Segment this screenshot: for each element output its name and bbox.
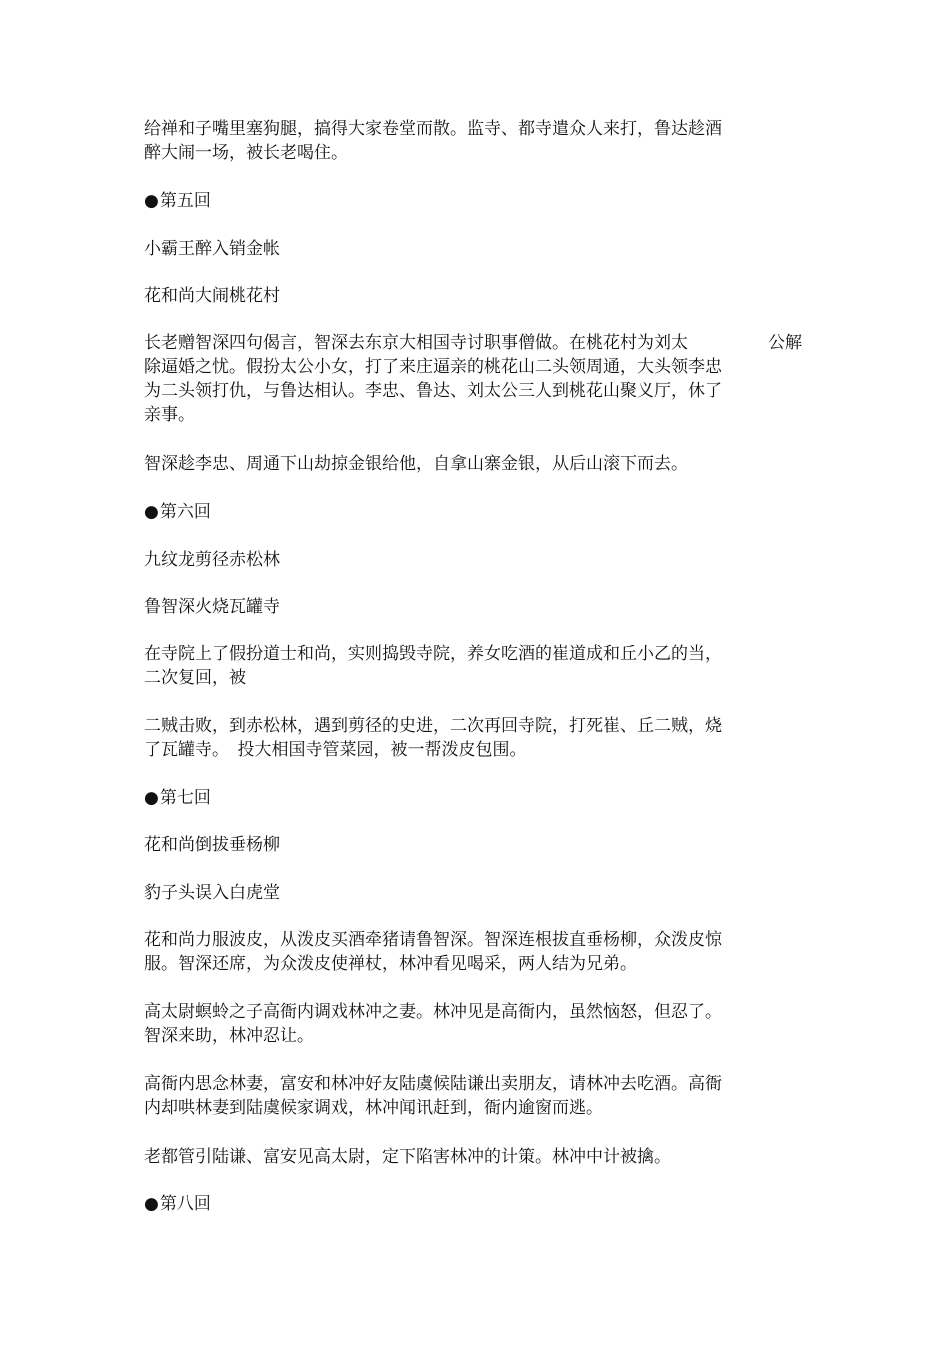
paragraph-2	[144, 331, 756, 427]
text-line: 鲁智深火烧瓦罐寺	[144, 597, 280, 617]
chapter-title: 第五回	[159, 191, 211, 211]
chapter-title: 第八回	[159, 1194, 211, 1214]
chapter-subtitle	[144, 237, 756, 261]
text-line: 花和尚大闹桃花村	[144, 286, 280, 306]
chapter-title: 第六回	[159, 502, 211, 522]
paragraph-3	[144, 452, 756, 476]
bullet-icon: ●	[144, 502, 159, 522]
text-line: 老都管引陆谦、富安见高太尉，定下陷害林冲的计策。林冲中计被擒。	[144, 1147, 671, 1167]
text-line: 长老赠智深四句偈言，智深去东京大相国寺讨职事僧做。在桃花村为刘太	[144, 333, 688, 353]
chapter-subtitle	[144, 284, 756, 308]
text-line: 醉大闹一场，被长老喝住。	[144, 143, 348, 163]
text-line: 除逼婚之忧。假扮太公小女，打了来庄逼亲的桃花山二头领周通，大头领李忠	[144, 357, 722, 377]
text-line: 九纹龙剪径赤松林	[144, 550, 280, 570]
paragraph-1	[144, 117, 756, 165]
bullet-icon: ●	[144, 191, 159, 211]
text-line: 内却哄林妻到陆虞候家调戏，林冲闻讯赶到，衙内逾窗而逃。	[144, 1098, 603, 1118]
text-line: 在寺院上了假扮道士和尚，实则捣毁寺院，养女吃酒的崔道成和丘小乙的当，	[144, 644, 722, 664]
paragraph-4	[144, 642, 756, 690]
chapter-heading-6	[144, 500, 756, 524]
bullet-icon: ●	[144, 1194, 159, 1214]
paragraph-8	[144, 1072, 756, 1120]
paragraph-6	[144, 928, 756, 976]
paragraph-7	[144, 1000, 756, 1048]
chapter-subtitle	[144, 548, 756, 572]
chapter-title: 第七回	[159, 788, 211, 808]
text-line: 为二头领打仇，与鲁达相认。李忠、鲁达、刘太公三人到桃花山聚义厅，休了	[144, 381, 722, 401]
chapter-heading-8	[144, 1192, 756, 1216]
text-line: 高太尉螟蛉之子高衙内调戏林冲之妻。林冲见是高衙内，虽然恼怒，但忍了。	[144, 1002, 722, 1022]
chapter-heading-7	[144, 786, 756, 810]
bullet-icon: ●	[144, 788, 159, 808]
text-line: 给禅和子嘴里塞狗腿，搞得大家卷堂而散。监寺、都寺遣众人来打，鲁达趁酒	[144, 119, 722, 139]
text-line: 花和尚倒拔垂杨柳	[144, 835, 280, 855]
paragraph-5	[144, 714, 756, 762]
text-line: 二贼击败，到赤松林，遇到剪径的史进，二次再回寺院，打死崔、丘二贼，烧	[144, 716, 722, 736]
chapter-heading-5	[144, 189, 756, 213]
chapter-subtitle	[144, 595, 756, 619]
text-line: 智深来助，林冲忍让。	[144, 1026, 314, 1046]
text-line: 亲事。	[144, 405, 195, 425]
text-line: 二次复回，被	[144, 668, 246, 688]
text-line: 智深趁李忠、周通下山劫掠金银给他，自拿山寨金银，从后山滚下而去。	[144, 454, 688, 474]
text-line: 花和尚力服波皮，从泼皮买酒牵猪请鲁智深。智深连根拔直垂杨柳，众泼皮惊	[144, 930, 722, 950]
text-line: 高衙内思念林妻，富安和林冲好友陆虞候陆谦出卖朋友，请林冲去吃酒。高衙	[144, 1074, 722, 1094]
overflow-text: 公解	[768, 333, 802, 353]
text-line: 服。智深还席，为众泼皮使禅杖，林冲看见喝采，两人结为兄弟。	[144, 954, 637, 974]
text-line: 豹子头误入白虎堂	[144, 883, 280, 903]
chapter-subtitle	[144, 881, 756, 905]
text-line: 小霸王醉入销金帐	[144, 239, 280, 259]
chapter-subtitle	[144, 833, 756, 857]
text-line: 了瓦罐寺。 投大相国寺管菜园，被一帮泼皮包围。	[144, 740, 527, 760]
paragraph-9	[144, 1145, 756, 1169]
